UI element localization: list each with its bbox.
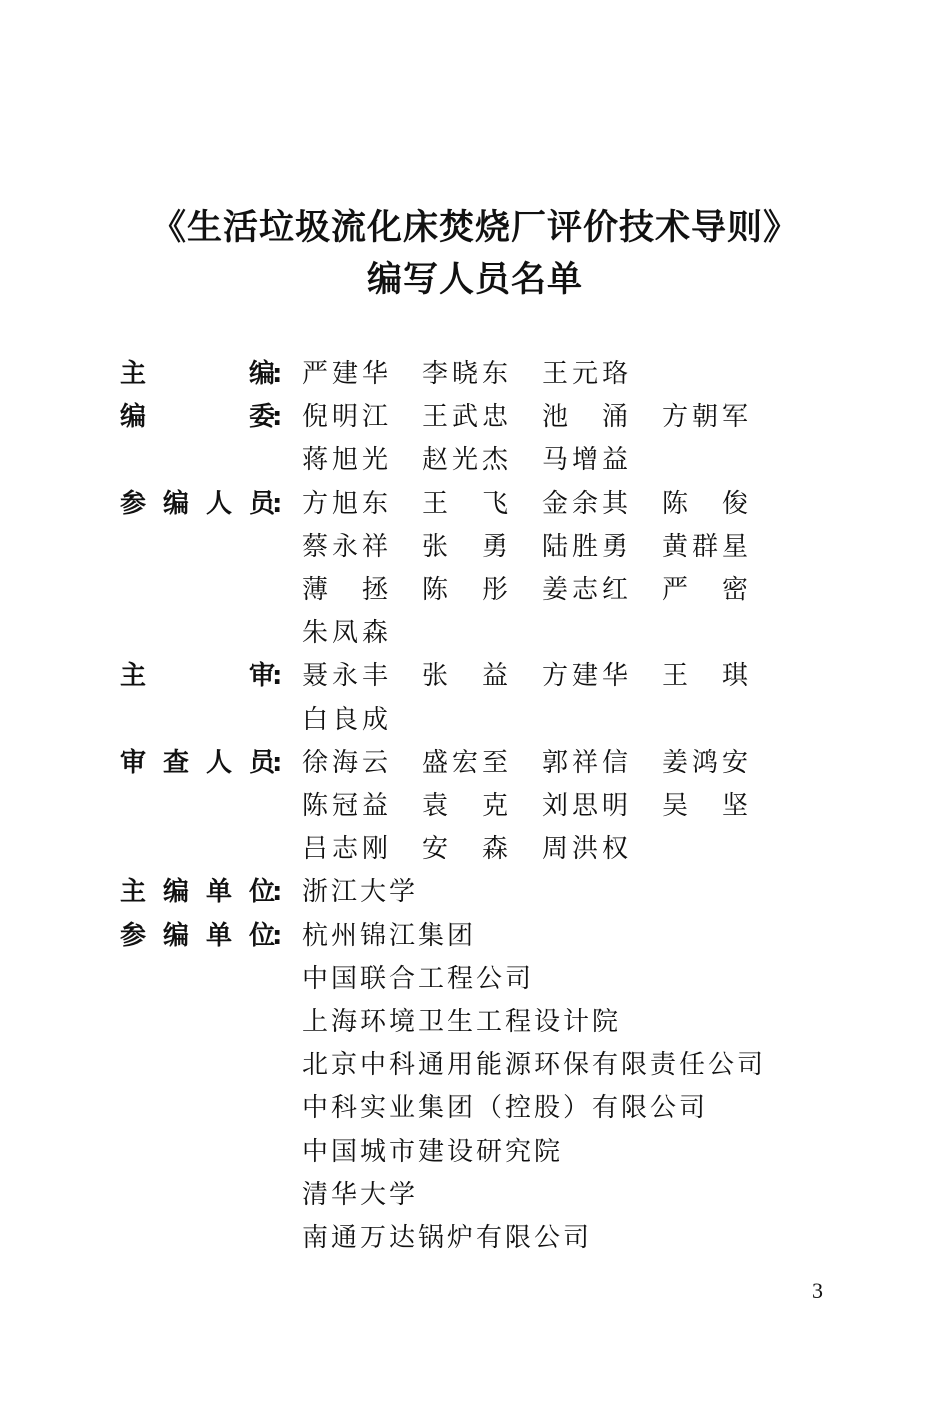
name-char: 密 <box>721 575 748 605</box>
label-char: 单 <box>205 877 232 908</box>
person-name <box>542 742 628 785</box>
name-char: 白 <box>302 704 329 735</box>
person-name <box>542 396 628 439</box>
name-char: 吕 <box>302 834 329 865</box>
name-char: 方 <box>542 661 569 692</box>
person-name <box>302 612 388 655</box>
person-name <box>422 655 508 698</box>
name-char: 思 <box>571 791 598 821</box>
name-char: 建 <box>571 661 598 692</box>
name-char: 增 <box>571 445 598 476</box>
label-char: 参 <box>120 488 147 519</box>
name-char: 其 <box>601 488 628 519</box>
name-char: 陈 <box>422 575 449 605</box>
name-char: 晓 <box>451 359 478 389</box>
name-char: 严 <box>302 359 329 389</box>
name-char: 袁 <box>422 791 449 821</box>
name-char: 金 <box>542 488 569 519</box>
person-name <box>302 828 388 871</box>
person-name <box>302 483 388 526</box>
document-title: 《生活垃圾流化床焚烧厂评价技术导则》 <box>150 208 799 248</box>
label-char: 主 <box>120 877 147 908</box>
person-name <box>422 526 508 569</box>
name-char: 明 <box>601 791 628 821</box>
person-name <box>422 569 508 612</box>
person-name <box>422 396 508 439</box>
name-char: 徐 <box>302 747 329 778</box>
name-char: 志 <box>331 834 358 865</box>
name-char: 胜 <box>571 531 598 562</box>
name-char: 倪 <box>302 402 329 433</box>
name-char: 王 <box>542 359 569 389</box>
name-char: 马 <box>542 445 569 476</box>
page-number: 3 <box>812 1278 823 1303</box>
name-char: 志 <box>571 575 598 605</box>
name-char: 珞 <box>601 359 628 389</box>
name-char: 姜 <box>662 747 689 778</box>
label-colon: : <box>272 747 283 778</box>
label-char: 编 <box>248 359 275 389</box>
person-name <box>422 828 508 871</box>
name-char: 森 <box>361 618 388 649</box>
label-char: 编 <box>162 877 189 908</box>
label-char: 位 <box>248 920 275 951</box>
name-char: 蔡 <box>302 531 329 562</box>
person-name <box>662 742 748 785</box>
organization-name: 中国城市建设研究院 <box>302 1136 564 1167</box>
name-char: 权 <box>601 834 628 865</box>
name-char: 盛 <box>422 747 449 778</box>
name-char: 东 <box>361 488 388 519</box>
name-char: 李 <box>422 359 449 389</box>
name-char: 华 <box>361 359 388 389</box>
label-char: 员 <box>248 747 275 778</box>
person-name <box>302 569 388 612</box>
label-char: 编 <box>120 402 147 433</box>
name-char: 洪 <box>571 834 598 865</box>
name-char: 俊 <box>721 488 748 519</box>
person-name <box>662 526 748 569</box>
name-char: 勇 <box>481 531 508 562</box>
person-name <box>542 439 628 482</box>
organization-name: 杭州锦江集团 <box>302 920 477 951</box>
name-char: 陈 <box>302 791 329 821</box>
name-char: 薄 <box>302 575 329 605</box>
name-char: 吴 <box>662 791 689 821</box>
name-char: 王 <box>422 488 449 519</box>
person-name <box>542 526 628 569</box>
person-name <box>542 353 628 396</box>
person-name <box>422 439 508 482</box>
label-char: 审 <box>120 747 147 778</box>
section-label <box>120 915 275 958</box>
person-name <box>542 828 628 871</box>
name-char: 拯 <box>361 575 388 605</box>
label-char: 人 <box>205 488 232 519</box>
label-colon: : <box>272 402 283 433</box>
person-name <box>302 439 388 482</box>
name-char: 良 <box>331 704 358 735</box>
name-char: 安 <box>422 834 449 865</box>
person-name <box>422 785 508 828</box>
name-char: 永 <box>331 661 358 692</box>
name-char: 明 <box>331 402 358 433</box>
section-label <box>120 483 275 526</box>
organization-name: 中国联合工程公司 <box>302 963 535 994</box>
name-char: 海 <box>331 747 358 778</box>
name-char: 信 <box>601 747 628 778</box>
name-char: 刚 <box>361 834 388 865</box>
label-char: 员 <box>248 488 275 519</box>
name-char: 余 <box>571 488 598 519</box>
section-label <box>120 353 275 396</box>
name-char: 安 <box>721 747 748 778</box>
name-char: 祥 <box>361 531 388 562</box>
name-char: 方 <box>302 488 329 519</box>
name-char: 郭 <box>542 747 569 778</box>
organization-name: 北京中科通用能源环保有限责任公司 <box>302 1050 767 1081</box>
name-char: 至 <box>481 747 508 778</box>
name-char: 方 <box>662 402 689 433</box>
name-char: 池 <box>542 402 569 433</box>
label-char: 编 <box>162 488 189 519</box>
label-colon: : <box>272 488 283 519</box>
person-name <box>662 396 748 439</box>
label-char: 主 <box>120 661 147 692</box>
name-char: 益 <box>481 661 508 692</box>
section-label <box>120 742 275 785</box>
name-char: 朱 <box>302 618 329 649</box>
name-char: 蒋 <box>302 445 329 476</box>
name-char: 宏 <box>451 747 478 778</box>
name-char: 琪 <box>721 661 748 692</box>
person-name <box>542 655 628 698</box>
name-char: 刘 <box>542 791 569 821</box>
name-char: 丰 <box>361 661 388 692</box>
name-char: 森 <box>481 834 508 865</box>
name-char: 勇 <box>601 531 628 562</box>
name-char: 光 <box>451 445 478 476</box>
label-colon: : <box>272 877 283 908</box>
person-name <box>302 742 388 785</box>
organization-name: 上海环境卫生工程设计院 <box>302 1007 622 1037</box>
person-name <box>542 785 628 828</box>
name-char: 星 <box>721 531 748 562</box>
section-label <box>120 396 275 439</box>
person-name <box>302 526 388 569</box>
person-name <box>422 742 508 785</box>
name-char: 元 <box>571 359 598 389</box>
person-name <box>662 785 748 828</box>
name-char: 黄 <box>662 531 689 562</box>
name-char: 赵 <box>422 445 449 476</box>
person-name <box>422 353 508 396</box>
name-char: 华 <box>601 661 628 692</box>
name-char: 朝 <box>691 402 718 433</box>
name-char: 益 <box>361 791 388 821</box>
organization-name: 浙江大学 <box>302 877 419 908</box>
person-name <box>662 655 748 698</box>
person-name <box>542 569 628 612</box>
name-char: 旭 <box>331 488 358 519</box>
person-name <box>542 483 628 526</box>
person-name <box>422 483 508 526</box>
name-char: 东 <box>481 359 508 389</box>
label-colon: : <box>272 661 283 692</box>
name-char: 光 <box>361 445 388 476</box>
label-colon: : <box>272 359 283 389</box>
name-char: 鸿 <box>691 747 718 778</box>
name-char: 坚 <box>721 791 748 821</box>
label-char: 查 <box>162 747 189 778</box>
name-char: 红 <box>601 575 628 605</box>
name-char: 益 <box>601 445 628 476</box>
section-label <box>120 655 275 698</box>
name-char: 严 <box>662 575 689 605</box>
person-name <box>662 569 748 612</box>
name-char: 杰 <box>481 445 508 476</box>
label-char: 人 <box>205 747 232 778</box>
document-subtitle: 编写人员名单 <box>366 260 583 300</box>
name-char: 云 <box>361 747 388 778</box>
name-char: 周 <box>542 834 569 865</box>
organization-name: 清华大学 <box>302 1179 419 1210</box>
name-char: 彤 <box>481 575 508 605</box>
name-char: 武 <box>451 402 478 433</box>
name-char: 军 <box>721 402 748 433</box>
name-char: 张 <box>422 661 449 692</box>
organization-name: 南通万达锅炉有限公司 <box>302 1223 593 1253</box>
name-char: 建 <box>331 359 358 389</box>
person-name <box>302 785 388 828</box>
label-char: 主 <box>120 359 147 389</box>
label-char: 参 <box>120 920 147 951</box>
name-char: 王 <box>422 402 449 433</box>
name-char: 张 <box>422 531 449 562</box>
person-name <box>302 396 388 439</box>
label-char: 位 <box>248 877 275 908</box>
person-name <box>662 483 748 526</box>
name-char: 陈 <box>662 488 689 519</box>
name-char: 忠 <box>481 402 508 433</box>
person-name <box>302 699 388 742</box>
person-name <box>302 353 388 396</box>
name-char: 陆 <box>542 531 569 562</box>
label-char: 审 <box>248 661 275 692</box>
name-char: 旭 <box>331 445 358 476</box>
name-char: 飞 <box>481 488 508 519</box>
name-char: 永 <box>331 531 358 562</box>
label-colon: : <box>272 920 283 951</box>
name-char: 凤 <box>331 618 358 649</box>
person-name <box>302 655 388 698</box>
name-char: 成 <box>361 704 388 735</box>
name-char: 冠 <box>331 791 358 821</box>
name-char: 姜 <box>542 575 569 605</box>
name-char: 涌 <box>601 402 628 433</box>
name-char: 群 <box>691 531 718 562</box>
section-label <box>120 871 275 914</box>
name-char: 祥 <box>571 747 598 778</box>
label-char: 单 <box>205 920 232 951</box>
label-char: 编 <box>162 920 189 951</box>
label-char: 委 <box>248 402 275 433</box>
name-char: 江 <box>361 402 388 433</box>
name-char: 王 <box>662 661 689 692</box>
name-char: 克 <box>481 791 508 821</box>
name-char: 聂 <box>302 661 329 692</box>
organization-name: 中科实业集团（控股）有限公司 <box>302 1093 709 1124</box>
